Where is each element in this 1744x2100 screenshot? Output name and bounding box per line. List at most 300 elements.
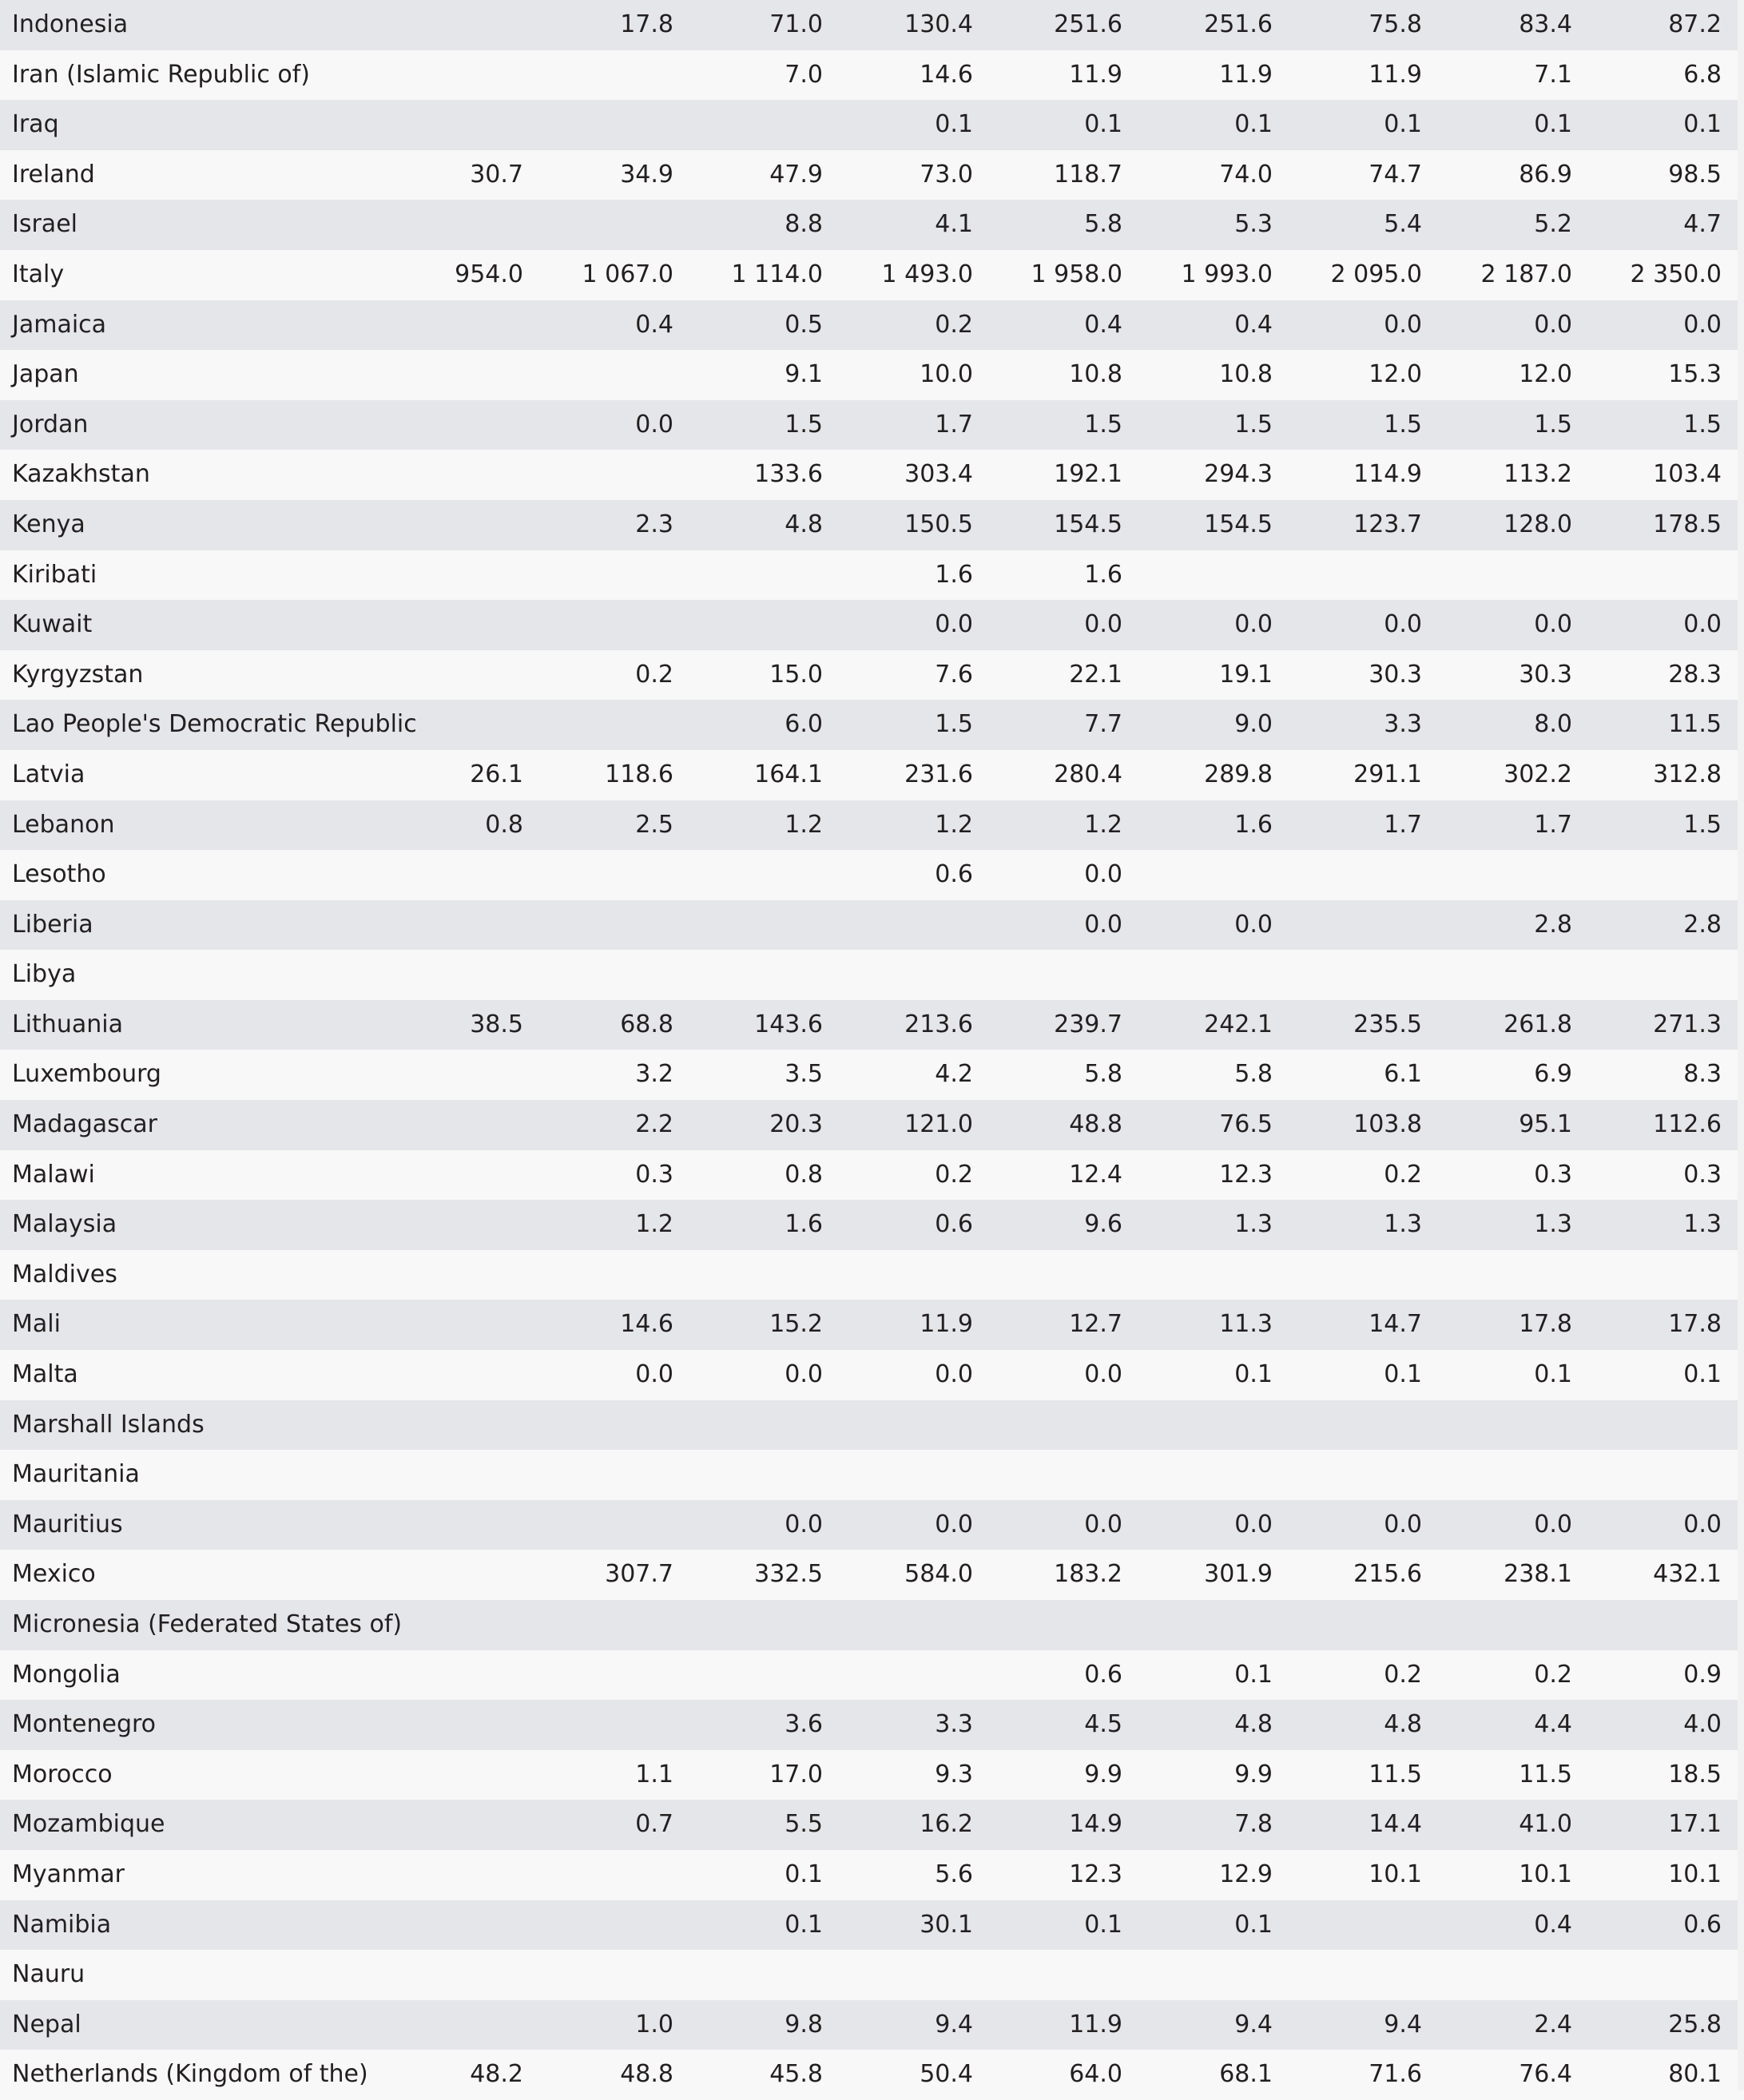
value-cell (1572, 1250, 1744, 1300)
value-cell (823, 1650, 973, 1701)
value-cell: 10.8 (1219, 360, 1273, 389)
value-cell: 74.0 (1219, 160, 1273, 189)
value-cell (523, 1900, 673, 1951)
value-cell: 4.7 (1683, 210, 1722, 239)
value-cell: 11.3 (1219, 1310, 1273, 1339)
value-cell (1273, 1950, 1422, 2000)
value-cell: 0.0 (1084, 610, 1122, 639)
table-row (0, 1750, 1744, 1800)
value-cell (673, 1650, 823, 1701)
value-cell: 48.2 (470, 2060, 523, 2089)
country-name-cell: Lebanon (12, 810, 115, 839)
value-cell: 1 993.0 (1181, 260, 1273, 288)
value-cell: 0.6 (1084, 1660, 1122, 1689)
value-cell: 1.2 (635, 1210, 673, 1239)
table-row (0, 1650, 1744, 1701)
value-cell: 1.7 (1534, 810, 1572, 839)
value-cell: 1.5 (1384, 410, 1422, 439)
table-row (0, 1350, 1744, 1400)
value-cell: 0.6 (1683, 1910, 1722, 1939)
value-cell (375, 2000, 523, 2050)
value-cell: 95.1 (1519, 1110, 1572, 1139)
value-cell: 0.6 (935, 1210, 973, 1239)
value-cell: 71.0 (769, 10, 823, 38)
value-cell: 87.2 (1668, 10, 1722, 38)
table-row (0, 800, 1744, 851)
country-name-cell: Latvia (12, 760, 85, 788)
country-name-cell: Myanmar (12, 1860, 125, 1888)
value-cell: 76.4 (1519, 2060, 1572, 2089)
table-row (0, 550, 1744, 601)
value-cell: 11.9 (1369, 60, 1422, 89)
value-cell (1572, 850, 1744, 900)
value-cell: 0.0 (785, 1360, 823, 1389)
value-cell (523, 600, 673, 650)
value-cell: 2.3 (635, 510, 673, 538)
value-cell: 1.6 (785, 1210, 823, 1239)
value-cell: 17.8 (620, 10, 673, 38)
value-cell: 19.1 (1219, 660, 1273, 689)
value-cell (1122, 1950, 1273, 2000)
value-cell: 1.5 (1084, 410, 1122, 439)
table-row (0, 450, 1744, 500)
country-name-cell: Morocco (12, 1760, 113, 1788)
value-cell: 9.6 (1084, 1210, 1122, 1239)
value-cell (973, 1400, 1122, 1451)
value-cell: 7.7 (1084, 710, 1122, 739)
value-cell (673, 1450, 823, 1500)
table-row (0, 100, 1744, 150)
table-row (0, 2000, 1744, 2050)
value-cell (375, 600, 523, 650)
country-name-cell: Lesotho (12, 860, 106, 889)
value-cell: 9.1 (785, 360, 823, 389)
country-name-cell: Malaysia (12, 1210, 117, 1239)
country-name-cell: Malawi (12, 1160, 95, 1189)
value-cell: 303.4 (904, 460, 973, 489)
table-row (0, 1600, 1744, 1650)
value-cell (523, 850, 673, 900)
value-cell: 3.5 (785, 1060, 823, 1089)
value-cell (523, 1600, 673, 1650)
table-row (0, 1150, 1744, 1201)
value-cell: 215.6 (1353, 1560, 1422, 1589)
country-name-cell: Libya (12, 960, 77, 989)
value-cell: 76.5 (1219, 1110, 1273, 1139)
value-cell: 307.7 (605, 1560, 673, 1589)
value-cell: 954.0 (455, 260, 523, 288)
value-cell (375, 350, 523, 400)
value-cell: 2.2 (635, 1110, 673, 1139)
value-cell: 74.7 (1369, 160, 1422, 189)
value-cell: 34.9 (620, 160, 673, 189)
value-cell: 302.2 (1504, 760, 1572, 788)
value-cell: 0.1 (1534, 1360, 1572, 1389)
value-cell: 28.3 (1668, 660, 1722, 689)
value-cell (1273, 950, 1422, 1000)
value-cell: 7.0 (785, 60, 823, 89)
value-cell: 1.5 (1234, 410, 1273, 439)
value-cell (375, 1750, 523, 1800)
value-cell: 4.0 (1683, 1710, 1722, 1739)
value-cell: 68.1 (1219, 2060, 1273, 2089)
value-cell (375, 1450, 523, 1500)
value-cell: 1 958.0 (1031, 260, 1122, 288)
value-cell: 251.6 (1054, 10, 1122, 38)
table-row (0, 300, 1744, 351)
country-name-cell: Micronesia (Federated States of) (12, 1610, 403, 1638)
value-cell: 3.2 (635, 1060, 673, 1089)
country-name-cell: Netherlands (Kingdom of the) (12, 2060, 368, 2089)
value-cell: 30.7 (470, 160, 523, 189)
value-cell (1273, 850, 1422, 900)
value-cell: 11.5 (1668, 710, 1722, 739)
value-cell (523, 50, 673, 101)
country-name-cell: Mexico (12, 1560, 96, 1589)
value-cell: 1.1 (635, 1760, 673, 1788)
value-cell: 0.4 (635, 310, 673, 339)
value-cell: 0.1 (1384, 1360, 1422, 1389)
value-cell: 12.3 (1219, 1160, 1273, 1189)
value-cell (823, 1600, 973, 1650)
value-cell: 25.8 (1668, 2010, 1722, 2038)
value-cell: 5.8 (1084, 1060, 1122, 1089)
value-cell: 271.3 (1653, 1010, 1722, 1038)
value-cell: 1 067.0 (582, 260, 673, 288)
value-cell: 0.1 (1234, 110, 1273, 139)
value-cell: 12.4 (1069, 1160, 1122, 1189)
value-cell (1273, 1250, 1422, 1300)
value-cell: 0.1 (785, 1910, 823, 1939)
value-cell (375, 1400, 523, 1451)
value-cell: 4.2 (935, 1060, 973, 1089)
value-cell: 11.9 (1069, 2010, 1122, 2038)
country-name-cell: Namibia (12, 1910, 112, 1939)
table-row (0, 1050, 1744, 1100)
value-cell: 2 187.0 (1480, 260, 1572, 288)
value-cell (523, 1250, 673, 1300)
value-cell: 0.7 (635, 1810, 673, 1839)
value-cell (673, 1600, 823, 1650)
value-cell: 12.9 (1219, 1860, 1273, 1888)
value-cell (823, 1250, 973, 1300)
value-cell: 30.3 (1369, 660, 1422, 689)
value-cell: 11.5 (1519, 1760, 1572, 1788)
value-cell: 1.3 (1234, 1210, 1273, 1239)
country-name-cell: Israel (12, 210, 77, 239)
value-cell: 231.6 (904, 760, 973, 788)
table-row (0, 650, 1744, 701)
value-cell: 1.6 (935, 560, 973, 589)
value-cell: 1.5 (1534, 410, 1572, 439)
value-cell: 11.9 (1069, 60, 1122, 89)
value-cell: 128.0 (1504, 510, 1572, 538)
value-cell: 12.3 (1069, 1860, 1122, 1888)
value-cell: 1.6 (1084, 560, 1122, 589)
table-row (0, 1250, 1744, 1300)
value-cell: 15.3 (1668, 360, 1722, 389)
value-cell: 0.6 (935, 860, 973, 889)
value-cell: 0.0 (1384, 1510, 1422, 1538)
value-cell: 20.3 (769, 1110, 823, 1139)
value-cell (673, 600, 823, 650)
value-cell: 5.8 (1084, 210, 1122, 239)
value-cell: 103.4 (1653, 460, 1722, 489)
value-cell: 312.8 (1653, 760, 1722, 788)
value-cell: 2.5 (635, 810, 673, 839)
value-cell (375, 1150, 523, 1201)
value-cell: 150.5 (904, 510, 973, 538)
value-cell: 73.0 (920, 160, 973, 189)
country-name-cell: Mali (12, 1310, 61, 1339)
value-cell (823, 950, 973, 1000)
value-cell (375, 950, 523, 1000)
value-cell: 192.1 (1054, 460, 1122, 489)
value-cell: 1.3 (1683, 1210, 1722, 1239)
value-cell: 0.2 (935, 310, 973, 339)
country-name-cell: Jamaica (12, 310, 107, 339)
value-cell: 213.6 (904, 1010, 973, 1038)
value-cell: 1 493.0 (881, 260, 973, 288)
value-cell: 0.4 (1534, 1910, 1572, 1939)
value-cell: 9.9 (1084, 1760, 1122, 1788)
value-cell: 10.1 (1519, 1860, 1572, 1888)
table-row (0, 2050, 1744, 2100)
country-name-cell: Kenya (12, 510, 85, 538)
value-cell: 1.5 (785, 410, 823, 439)
value-cell (375, 1550, 523, 1600)
value-cell (823, 1950, 973, 2000)
value-cell: 4.8 (1234, 1710, 1273, 1739)
value-cell: 0.0 (1534, 1510, 1572, 1538)
value-cell: 0.0 (635, 1360, 673, 1389)
value-cell: 4.5 (1084, 1710, 1122, 1739)
country-name-cell: Japan (12, 360, 79, 389)
value-cell: 4.1 (935, 210, 973, 239)
value-cell: 112.6 (1653, 1110, 1722, 1139)
value-cell (673, 850, 823, 900)
value-cell (1122, 1600, 1273, 1650)
value-cell: 14.6 (620, 1310, 673, 1339)
table-row (0, 950, 1744, 1000)
value-cell (523, 950, 673, 1000)
value-cell: 10.1 (1369, 1860, 1422, 1888)
value-cell (1122, 1250, 1273, 1300)
value-cell (1273, 1450, 1422, 1500)
value-cell: 1.6 (1234, 810, 1273, 839)
value-cell: 251.6 (1204, 10, 1273, 38)
value-cell: 17.1 (1668, 1810, 1722, 1839)
value-cell: 0.0 (935, 1510, 973, 1538)
value-cell (1422, 950, 1572, 1000)
value-cell: 0.1 (1084, 110, 1122, 139)
value-cell (823, 1400, 973, 1451)
value-cell: 11.5 (1369, 1760, 1422, 1788)
country-name-cell: Mozambique (12, 1810, 165, 1839)
value-cell: 183.2 (1054, 1560, 1122, 1589)
value-cell (375, 1250, 523, 1300)
value-cell: 5.6 (935, 1860, 973, 1888)
value-cell: 0.0 (1084, 910, 1122, 939)
value-cell: 178.5 (1653, 510, 1722, 538)
table-row (0, 1550, 1744, 1600)
value-cell: 0.0 (785, 1510, 823, 1538)
value-cell: 12.7 (1069, 1310, 1122, 1339)
value-cell: 3.3 (935, 1710, 973, 1739)
value-cell (375, 0, 523, 50)
value-cell (523, 700, 673, 750)
table-row (0, 1500, 1744, 1550)
value-cell: 0.0 (1234, 1510, 1273, 1538)
value-cell: 14.7 (1369, 1310, 1422, 1339)
value-cell: 3.3 (1384, 710, 1422, 739)
value-cell: 0.1 (1234, 1360, 1273, 1389)
value-cell: 4.8 (785, 510, 823, 538)
value-cell: 0.0 (1683, 610, 1722, 639)
value-cell: 130.4 (904, 10, 973, 38)
value-cell: 45.8 (769, 2060, 823, 2089)
value-cell: 123.7 (1353, 510, 1422, 538)
value-cell (1122, 1400, 1273, 1451)
country-name-cell: Mauritania (12, 1460, 140, 1489)
country-name-cell: Kuwait (12, 610, 93, 639)
value-cell: 10.0 (920, 360, 973, 389)
value-cell (375, 1700, 523, 1750)
value-cell: 98.5 (1668, 160, 1722, 189)
table-row (0, 50, 1744, 101)
value-cell (823, 900, 973, 951)
value-cell (523, 200, 673, 250)
value-cell (673, 1950, 823, 2000)
value-cell (1572, 1600, 1744, 1650)
value-cell (523, 1450, 673, 1500)
value-cell: 1.2 (935, 810, 973, 839)
value-cell (375, 1100, 523, 1150)
value-cell: 1.7 (935, 410, 973, 439)
country-name-cell: Madagascar (12, 1110, 157, 1139)
value-cell (523, 1500, 673, 1550)
value-cell: 261.8 (1504, 1010, 1572, 1038)
value-cell: 12.0 (1369, 360, 1422, 389)
value-cell (375, 850, 523, 900)
country-name-cell: Mongolia (12, 1660, 121, 1689)
country-name-cell: Malta (12, 1360, 78, 1389)
table-row (0, 1900, 1744, 1951)
value-cell (523, 1850, 673, 1900)
value-cell: 0.2 (1534, 1660, 1572, 1689)
value-cell: 1.5 (1683, 810, 1722, 839)
value-cell: 5.4 (1384, 210, 1422, 239)
value-cell (375, 1800, 523, 1850)
value-cell: 7.6 (935, 660, 973, 689)
value-cell: 15.2 (769, 1310, 823, 1339)
value-cell (523, 550, 673, 601)
value-cell: 48.8 (1069, 1110, 1122, 1139)
value-cell (673, 100, 823, 150)
table-row (0, 1800, 1744, 1850)
value-cell: 9.4 (1384, 2010, 1422, 2038)
value-cell (1422, 1400, 1572, 1451)
country-name-cell: Marshall Islands (12, 1410, 205, 1439)
value-cell: 113.2 (1504, 460, 1572, 489)
country-name-cell: Iraq (12, 110, 59, 139)
value-cell: 0.0 (1683, 1510, 1722, 1538)
value-cell (375, 550, 523, 601)
value-cell (375, 50, 523, 101)
value-cell: 2.4 (1534, 2010, 1572, 2038)
value-cell (375, 1500, 523, 1550)
value-cell: 86.9 (1519, 160, 1572, 189)
value-cell: 1.5 (935, 710, 973, 739)
country-name-cell: Maldives (12, 1260, 117, 1288)
value-cell: 432.1 (1653, 1560, 1722, 1589)
value-cell (1273, 1600, 1422, 1650)
value-cell (375, 400, 523, 451)
value-cell (375, 1200, 523, 1250)
value-cell: 0.0 (1534, 310, 1572, 339)
value-cell: 64.0 (1069, 2060, 1122, 2089)
table-row (0, 600, 1744, 650)
value-cell: 17.8 (1668, 1310, 1722, 1339)
table-row (0, 250, 1744, 300)
value-cell: 164.1 (754, 760, 823, 788)
value-cell: 154.5 (1204, 510, 1273, 538)
table-row (0, 850, 1744, 900)
country-name-cell: Luxembourg (12, 1060, 161, 1089)
value-cell: 38.5 (470, 1010, 523, 1038)
value-cell: 0.1 (935, 110, 973, 139)
value-cell: 75.8 (1369, 10, 1422, 38)
value-cell: 0.1 (1683, 1360, 1722, 1389)
value-cell (1273, 550, 1422, 601)
value-cell: 22.1 (1069, 660, 1122, 689)
value-cell (523, 350, 673, 400)
value-cell (375, 200, 523, 250)
value-cell: 235.5 (1353, 1010, 1422, 1038)
value-cell: 0.9 (1683, 1660, 1722, 1689)
value-cell: 0.2 (1384, 1660, 1422, 1689)
country-name-cell: Nepal (12, 2010, 81, 2038)
table-row (0, 0, 1744, 50)
value-cell (973, 1600, 1122, 1650)
value-cell: 0.0 (1084, 1360, 1122, 1389)
value-cell: 14.6 (920, 60, 973, 89)
value-cell: 301.9 (1204, 1560, 1273, 1589)
country-name-cell: Ireland (12, 160, 95, 189)
value-cell: 5.3 (1234, 210, 1273, 239)
value-cell: 103.8 (1353, 1110, 1422, 1139)
value-cell: 8.0 (1534, 710, 1572, 739)
value-cell (375, 1350, 523, 1400)
value-cell: 0.1 (1234, 1660, 1273, 1689)
value-cell: 289.8 (1204, 760, 1273, 788)
value-cell: 12.0 (1519, 360, 1572, 389)
value-cell: 1.3 (1384, 1210, 1422, 1239)
country-name-cell: Jordan (12, 410, 89, 439)
value-cell: 0.0 (1384, 310, 1422, 339)
table-row (0, 1000, 1744, 1050)
value-cell: 5.8 (1234, 1060, 1273, 1089)
country-name-cell: Kyrgyzstan (12, 660, 144, 689)
value-cell: 41.0 (1519, 1810, 1572, 1839)
value-cell: 68.8 (620, 1010, 673, 1038)
value-cell: 0.0 (1234, 610, 1273, 639)
value-cell: 8.8 (785, 210, 823, 239)
value-cell: 10.8 (1069, 360, 1122, 389)
value-cell: 0.1 (1683, 110, 1722, 139)
value-cell: 3.6 (785, 1710, 823, 1739)
value-cell: 0.4 (1234, 310, 1273, 339)
